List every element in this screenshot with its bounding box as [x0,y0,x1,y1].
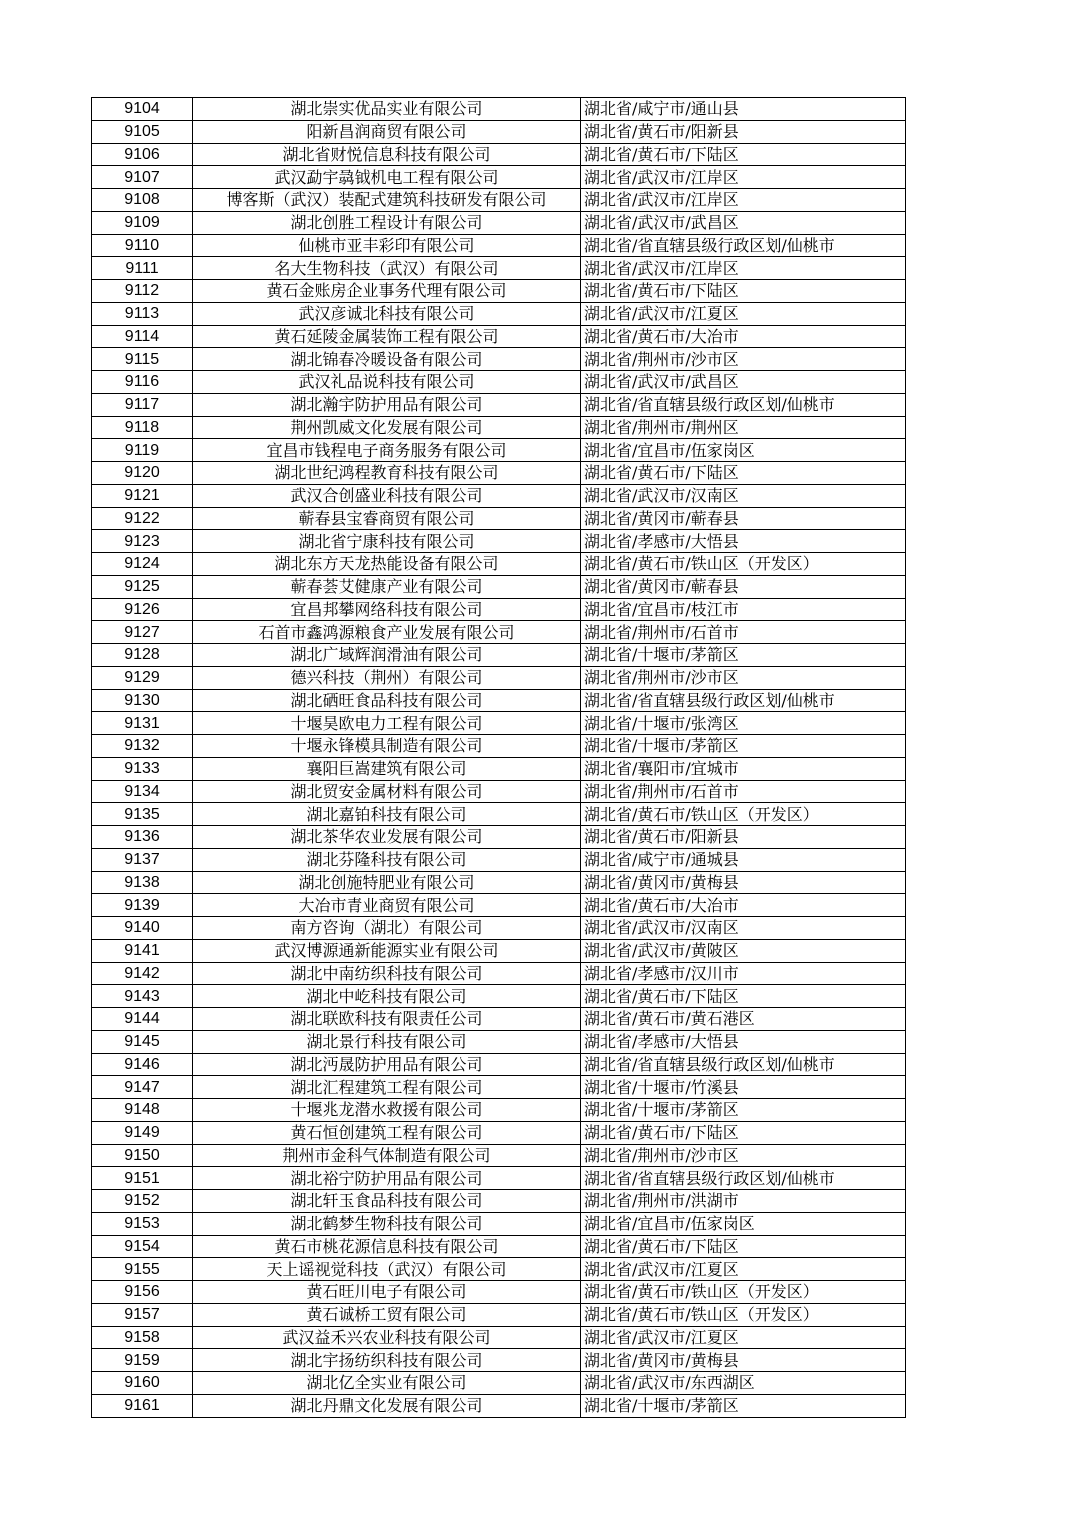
table-row [92,348,906,371]
table-row [92,1394,906,1417]
row-number: 9139 [92,894,193,917]
row-number: 9115 [92,348,193,371]
row-number: 9127 [92,621,193,644]
table-row [92,1008,906,1031]
row-number: 9106 [92,143,193,166]
row-number: 9123 [92,530,193,553]
company-name: 湖北创施特肥业有限公司 [193,871,581,894]
table-row [92,257,906,280]
table-row [92,189,906,212]
region-path: 湖北省/黄石市/阳新县 [581,120,906,143]
company-name: 武汉彦诚北科技有限公司 [193,302,581,325]
company-name: 黄石市桃花源信息科技有限公司 [193,1235,581,1258]
company-name: 武汉勐宇骉钺机电工程有限公司 [193,166,581,189]
table-row [92,530,906,553]
row-number: 9118 [92,416,193,439]
company-name: 石首市鑫鸿源粮食产业发展有限公司 [193,621,581,644]
row-number: 9116 [92,371,193,394]
company-name: 大冶市青业商贸有限公司 [193,894,581,917]
region-path: 湖北省/武汉市/黄陂区 [581,939,906,962]
row-number: 9124 [92,553,193,576]
table-row [92,917,906,940]
row-number: 9161 [92,1394,193,1417]
region-path: 湖北省/黄石市/黄石港区 [581,1008,906,1031]
table-row [92,166,906,189]
region-path: 湖北省/十堰市/茅箭区 [581,735,906,758]
region-path: 湖北省/黄冈市/蕲春县 [581,507,906,530]
company-name: 宜昌市钱程电子商务服务有限公司 [193,439,581,462]
table-row [92,780,906,803]
company-name: 武汉博源通新能源实业有限公司 [193,939,581,962]
company-name: 襄阳巨嵩建筑有限公司 [193,757,581,780]
table-row [92,1030,906,1053]
region-path: 湖北省/宜昌市/伍家岗区 [581,1212,906,1235]
table-row [92,712,906,735]
table-row [92,325,906,348]
company-name: 湖北瀚宇防护用品有限公司 [193,393,581,416]
company-name: 荆州市金科气体制造有限公司 [193,1144,581,1167]
company-name: 天上谣视觉科技（武汉）有限公司 [193,1258,581,1281]
row-number: 9154 [92,1235,193,1258]
region-path: 湖北省/武汉市/汉南区 [581,917,906,940]
region-path: 湖北省/黄冈市/黄梅县 [581,1349,906,1372]
row-number: 9152 [92,1190,193,1213]
row-number: 9147 [92,1076,193,1099]
row-number: 9151 [92,1167,193,1190]
row-number: 9131 [92,712,193,735]
region-path: 湖北省/武汉市/江夏区 [581,1258,906,1281]
table-row [92,439,906,462]
row-number: 9149 [92,1121,193,1144]
row-number: 9145 [92,1030,193,1053]
company-name: 博客斯（武汉）装配式建筑科技研发有限公司 [193,189,581,212]
company-name: 阳新昌润商贸有限公司 [193,120,581,143]
row-number: 9155 [92,1258,193,1281]
table-row [92,575,906,598]
company-name: 黄石旺川电子有限公司 [193,1281,581,1304]
company-name: 黄石金账房企业事务代理有限公司 [193,280,581,303]
table-row [92,302,906,325]
table-row [92,803,906,826]
table-row [92,484,906,507]
table-row [92,894,906,917]
region-path: 湖北省/黄石市/铁山区（开发区） [581,1303,906,1326]
region-path: 湖北省/十堰市/茅箭区 [581,1099,906,1122]
region-path: 湖北省/十堰市/茅箭区 [581,1394,906,1417]
row-number: 9150 [92,1144,193,1167]
region-path: 湖北省/武汉市/东西湖区 [581,1372,906,1395]
company-table-body [92,98,906,1418]
region-path: 湖北省/武汉市/江岸区 [581,189,906,212]
region-path: 湖北省/黄石市/大冶市 [581,325,906,348]
table-row [92,507,906,530]
company-name: 湖北亿全实业有限公司 [193,1372,581,1395]
region-path: 湖北省/咸宁市/通山县 [581,98,906,121]
region-path: 湖北省/黄石市/大冶市 [581,894,906,917]
row-number: 9108 [92,189,193,212]
table-row [92,598,906,621]
row-number: 9125 [92,575,193,598]
table-row [92,1076,906,1099]
row-number: 9148 [92,1099,193,1122]
row-number: 9153 [92,1212,193,1235]
table-row [92,848,906,871]
company-name: 黄石诚桥工贸有限公司 [193,1303,581,1326]
row-number: 9120 [92,462,193,485]
region-path: 湖北省/黄石市/下陆区 [581,143,906,166]
region-path: 湖北省/宜昌市/伍家岗区 [581,439,906,462]
company-name: 德兴科技（荆州）有限公司 [193,666,581,689]
region-path: 湖北省/黄石市/阳新县 [581,826,906,849]
region-path: 湖北省/荆州市/沙市区 [581,1144,906,1167]
company-name: 湖北硒旺食品科技有限公司 [193,689,581,712]
company-name: 湖北中南纺织科技有限公司 [193,962,581,985]
company-name: 黄石延陵金属装饰工程有限公司 [193,325,581,348]
company-table [91,97,906,1418]
table-row [92,1190,906,1213]
row-number: 9143 [92,985,193,1008]
region-path: 湖北省/孝感市/汉川市 [581,962,906,985]
table-row [92,1212,906,1235]
table-row [92,757,906,780]
row-number: 9110 [92,234,193,257]
row-number: 9138 [92,871,193,894]
company-name: 湖北中屹科技有限公司 [193,985,581,1008]
table-row [92,666,906,689]
row-number: 9114 [92,325,193,348]
region-path: 湖北省/十堰市/竹溪县 [581,1076,906,1099]
row-number: 9141 [92,939,193,962]
region-path: 湖北省/武汉市/汉南区 [581,484,906,507]
row-number: 9122 [92,507,193,530]
table-row [92,143,906,166]
table-row [92,371,906,394]
table-row [92,1099,906,1122]
region-path: 湖北省/武汉市/江岸区 [581,257,906,280]
company-name: 湖北汇程建筑工程有限公司 [193,1076,581,1099]
region-path: 湖北省/武汉市/江夏区 [581,1326,906,1349]
region-path: 湖北省/襄阳市/宜城市 [581,757,906,780]
table-row [92,644,906,667]
company-name: 十堰昊欧电力工程有限公司 [193,712,581,735]
table-row [92,939,906,962]
table-row [92,735,906,758]
region-path: 湖北省/黄石市/铁山区（开发区） [581,1281,906,1304]
company-name: 湖北贸安金属材料有限公司 [193,780,581,803]
table-row [92,826,906,849]
company-name: 湖北东方天龙热能设备有限公司 [193,553,581,576]
table-row [92,1281,906,1304]
region-path: 湖北省/荆州市/石首市 [581,621,906,644]
table-row [92,120,906,143]
row-number: 9107 [92,166,193,189]
region-path: 湖北省/黄冈市/蕲春县 [581,575,906,598]
company-name: 湖北广域辉润滑油有限公司 [193,644,581,667]
company-name: 武汉益禾兴农业科技有限公司 [193,1326,581,1349]
table-row [92,280,906,303]
table-row [92,1121,906,1144]
table-row [92,393,906,416]
region-path: 湖北省/荆州市/沙市区 [581,666,906,689]
region-path: 湖北省/咸宁市/通城县 [581,848,906,871]
region-path: 湖北省/省直辖县级行政区划/仙桃市 [581,689,906,712]
region-path: 湖北省/荆州市/石首市 [581,780,906,803]
region-path: 湖北省/武汉市/武昌区 [581,371,906,394]
company-name: 湖北鹤梦生物科技有限公司 [193,1212,581,1235]
region-path: 湖北省/省直辖县级行政区划/仙桃市 [581,234,906,257]
company-name: 湖北茶华农业发展有限公司 [193,826,581,849]
company-name: 蕲春荟艾健康产业有限公司 [193,575,581,598]
table-row [92,553,906,576]
row-number: 9104 [92,98,193,121]
region-path: 湖北省/荆州市/沙市区 [581,348,906,371]
region-path: 湖北省/黄石市/下陆区 [581,1235,906,1258]
company-name: 南方咨询（湖北）有限公司 [193,917,581,940]
company-name: 湖北锦春冷暖设备有限公司 [193,348,581,371]
table-row [92,462,906,485]
row-number: 9160 [92,1372,193,1395]
company-name: 湖北创胜工程设计有限公司 [193,211,581,234]
company-name: 湖北省财悦信息科技有限公司 [193,143,581,166]
company-name: 名大生物科技（武汉）有限公司 [193,257,581,280]
region-path: 湖北省/孝感市/大悟县 [581,530,906,553]
region-path: 湖北省/武汉市/江夏区 [581,302,906,325]
region-path: 湖北省/黄石市/下陆区 [581,1121,906,1144]
row-number: 9134 [92,780,193,803]
region-path: 湖北省/黄石市/铁山区（开发区） [581,803,906,826]
region-path: 湖北省/省直辖县级行政区划/仙桃市 [581,1053,906,1076]
region-path: 湖北省/黄石市/下陆区 [581,985,906,1008]
row-number: 9142 [92,962,193,985]
company-name: 十堰永锋模具制造有限公司 [193,735,581,758]
row-number: 9130 [92,689,193,712]
table-row [92,1235,906,1258]
row-number: 9133 [92,757,193,780]
company-name: 黄石恒创建筑工程有限公司 [193,1121,581,1144]
table-row [92,211,906,234]
row-number: 9146 [92,1053,193,1076]
company-name: 武汉礼品说科技有限公司 [193,371,581,394]
row-number: 9132 [92,735,193,758]
table-row [92,871,906,894]
company-name: 湖北轩玉食品科技有限公司 [193,1190,581,1213]
company-name: 湖北世纪鸿程教育科技有限公司 [193,462,581,485]
region-path: 湖北省/武汉市/武昌区 [581,211,906,234]
company-name: 蕲春县宝睿商贸有限公司 [193,507,581,530]
company-name: 仙桃市亚丰彩印有限公司 [193,234,581,257]
company-name: 湖北景行科技有限公司 [193,1030,581,1053]
region-path: 湖北省/孝感市/大悟县 [581,1030,906,1053]
company-name: 十堰兆龙潜水救援有限公司 [193,1099,581,1122]
table-row [92,985,906,1008]
table-row [92,1372,906,1395]
region-path: 湖北省/省直辖县级行政区划/仙桃市 [581,1167,906,1190]
table-row [92,1053,906,1076]
row-number: 9119 [92,439,193,462]
table-row [92,1303,906,1326]
company-name: 湖北省宁康科技有限公司 [193,530,581,553]
row-number: 9159 [92,1349,193,1372]
row-number: 9117 [92,393,193,416]
table-row [92,1326,906,1349]
company-name: 湖北宇扬纺织科技有限公司 [193,1349,581,1372]
row-number: 9157 [92,1303,193,1326]
region-path: 湖北省/武汉市/江岸区 [581,166,906,189]
region-path: 湖北省/十堰市/张湾区 [581,712,906,735]
row-number: 9140 [92,917,193,940]
row-number: 9109 [92,211,193,234]
row-number: 9126 [92,598,193,621]
row-number: 9105 [92,120,193,143]
row-number: 9156 [92,1281,193,1304]
row-number: 9113 [92,302,193,325]
region-path: 湖北省/十堰市/茅箭区 [581,644,906,667]
table-row [92,689,906,712]
table-row [92,962,906,985]
region-path: 湖北省/黄冈市/黄梅县 [581,871,906,894]
table-row [92,98,906,121]
row-number: 9128 [92,644,193,667]
company-name: 荆州凯威文化发展有限公司 [193,416,581,439]
table-row [92,1167,906,1190]
region-path: 湖北省/省直辖县级行政区划/仙桃市 [581,393,906,416]
row-number: 9129 [92,666,193,689]
region-path: 湖北省/黄石市/下陆区 [581,462,906,485]
row-number: 9158 [92,1326,193,1349]
table-row [92,621,906,644]
row-number: 9135 [92,803,193,826]
region-path: 湖北省/荆州市/荆州区 [581,416,906,439]
row-number: 9137 [92,848,193,871]
table-row [92,1258,906,1281]
company-name: 湖北崇实优品实业有限公司 [193,98,581,121]
company-name: 宜昌邦攀网络科技有限公司 [193,598,581,621]
table-row [92,416,906,439]
company-name: 湖北联欧科技有限责任公司 [193,1008,581,1031]
company-name: 湖北丹鼎文化发展有限公司 [193,1394,581,1417]
row-number: 9121 [92,484,193,507]
company-name: 湖北嘉铂科技有限公司 [193,803,581,826]
company-name: 武汉合创盛业科技有限公司 [193,484,581,507]
row-number: 9111 [92,257,193,280]
table-row [92,1349,906,1372]
region-path: 湖北省/黄石市/下陆区 [581,280,906,303]
table-row [92,234,906,257]
region-path: 湖北省/宜昌市/枝江市 [581,598,906,621]
company-name: 湖北裕宁防护用品有限公司 [193,1167,581,1190]
company-name: 湖北沔晟防护用品有限公司 [193,1053,581,1076]
row-number: 9144 [92,1008,193,1031]
region-path: 湖北省/荆州市/洪湖市 [581,1190,906,1213]
company-name: 湖北芬隆科技有限公司 [193,848,581,871]
row-number: 9112 [92,280,193,303]
region-path: 湖北省/黄石市/铁山区（开发区） [581,553,906,576]
table-row [92,1144,906,1167]
row-number: 9136 [92,826,193,849]
